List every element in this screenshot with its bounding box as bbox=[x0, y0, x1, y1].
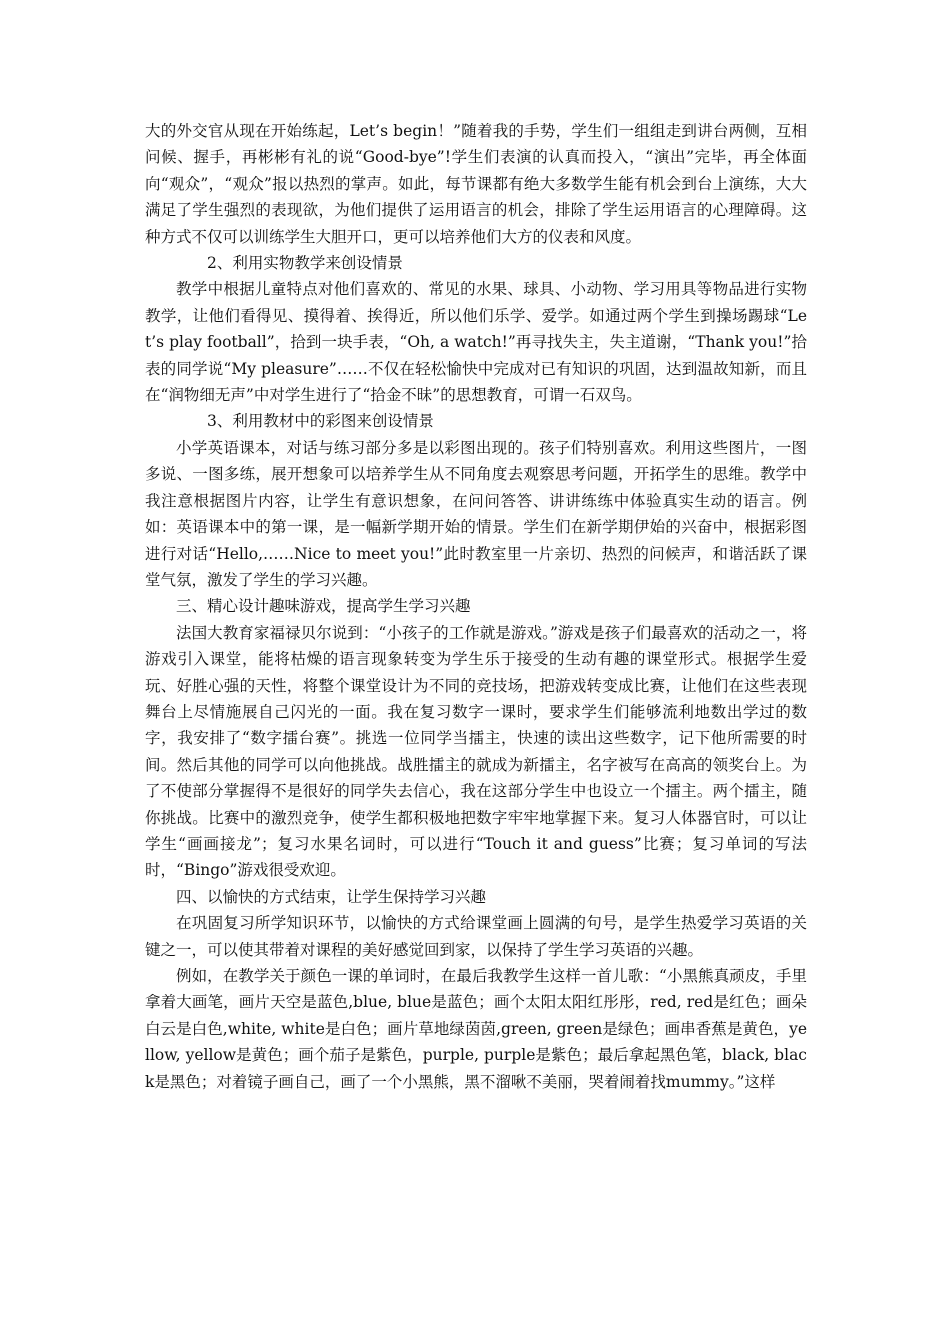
section-heading-four: 四、以愉快的方式结束，让学生保持学习兴趣 bbox=[176, 887, 487, 906]
section-heading-three: 三、精心设计趣味游戏，提高学生学习兴趣 bbox=[176, 597, 471, 616]
paragraph-color-song: 例如，在教学关于颜色一课的单词时，在最后我教学生这样一首儿歌：“小黑熊真顽皮，手里拿着大画笔，画片天空是蓝色,blue, blue是蓝色；画个太阳太阳红彤彤，red, red是红色；画朵白云是白色,white, white是白色；画片草地绿茵茵,green, green是绿色；画串香蕉是黄色，yellow, yellow是黄色；画个茄子是紫色，purple, purple是紫色；最后拿起黑色笔，black, black是黑色；对着镜子画自己，画了一个小黑熊，黑不溜啾不美丽，哭着闹着找mummy。”这样 bbox=[145, 967, 807, 1091]
paragraph-games: 法国大教育家福禄贝尔说到：“小孩子的工作就是游戏。”游戏是孩子们最喜欢的活动之一，将游戏引入课堂，能将枯燥的语言现象转变为学生乐于接受的生动有趣的课堂形式。根据学生爱玩、好胜心强的天性，将整个课堂设计为不同的竞技场，把游戏转变成比赛，让他们在这些表现舞台上尽情施展自己闪光的一面。我在复习数字一课时，要求学生们能够流利地数出学过的数字，我安排了“数字擂台赛”。挑选一位同学当擂主，快速的读出这些数字，记下他所需要的时间。然后其他的同学可以向他挑战。战胜擂主的就成为新擂主，名字被写在高高的领奖台上。为了不使部分掌握得不是很好的同学失去信心，我在这部分学生中也设立一个擂主。两个擂主，随你挑战。比赛中的激烈竞争，使学生都积极地把数字牢牢地掌握下来。复习人体器官时，可以让学生“画画接龙”；复习水果名词时，可以进行“Touch it and guess”比赛；复习单词的写法时，“Bingo”游戏很受欢迎。 bbox=[145, 623, 807, 880]
paragraph-color-pictures: 小学英语课本，对话与练习部分多是以彩图出现的。孩子们特别喜欢。利用这些图片，一图多说、一图多练，展开想象可以培养学生从不同角度去观察思考问题，开拓学生的思维。教学中我注意根据图片内容，让学生有意识想象，在问问答答、讲讲练练中体验真实生动的语言。例如：英语课本中的第一课，是一幅新学期开始的情景。学生们在新学期伊始的兴奋中，根据彩图进行对话“Hello,……Nice to meet you!”此时教室里一片亲切、热烈的问候声，和谐活跃了课堂气氛，激发了学生的学习兴趣。 bbox=[145, 438, 807, 589]
paragraph-intro-continued: 大的外交官从现在开始练起，Let’s begin！”随着我的手势，学生们一组组走到讲台两侧，互相问候、握手，再彬彬有礼的说“Good-bye”!学生们表演的认真而投入，“演出”完毕，再全体面向“观众”，“观众”报以热烈的掌声。如此，每节课都有绝大多数学生能有机会到台上演练，大大满足了学生强烈的表现欲，为他们提供了运用语言的机会，排除了学生运用语言的心理障碍。这种方式不仅可以训练学生大胆开口，更可以培养他们大方的仪表和风度。 bbox=[145, 122, 807, 246]
section-heading-3: 3、利用教材中的彩图来创设情景 bbox=[207, 412, 434, 431]
document-page bbox=[145, 118, 807, 1095]
paragraph-objects-teaching: 教学中根据儿童特点对他们喜欢的、常见的水果、球具、小动物、学习用具等物品进行实物教学，让他们看得见、摸得着、挨得近，所以他们乐学、爱学。如通过两个学生到操场踢球“Let’s play football”，拾到一块手表，“Oh, a watch!”再寻找失主，失主道谢，“Thank you!”拾表的同学说“My pleasure”……不仅在轻松愉快中完成对已有知识的巩固，达到温故知新，而且在“润物细无声”中对学生进行了“拾金不昧”的思想教育，可谓一石双鸟。 bbox=[145, 280, 807, 405]
paragraph-happy-ending: 在巩固复习所学知识环节，以愉快的方式给课堂画上圆满的句号，是学生热爱学习英语的关键之一，可以使其带着对课程的美好感觉回到家，以保持了学生学习英语的兴趣。 bbox=[145, 914, 807, 959]
section-heading-2: 2、利用实物教学来创设情景 bbox=[207, 254, 403, 273]
